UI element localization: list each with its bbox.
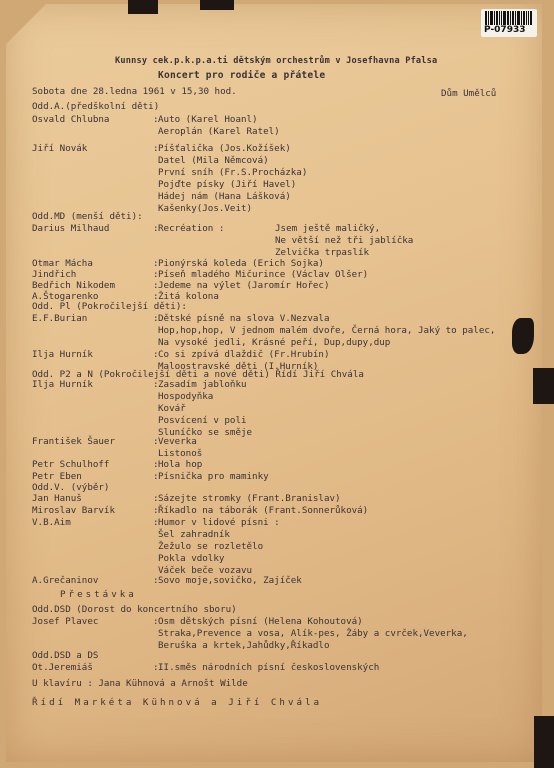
programme-piece: II.směs národních písní československých <box>158 662 380 673</box>
composer-name: V.B.Aim <box>32 517 71 528</box>
programme-piece: Hop,hop,hop, V jednom malém dvoře, Černá hora, Jaký to palec, <box>158 325 496 336</box>
programme-piece: Straka,Prevence a vosa, Alík-pes, Žáby a cvrček,Veverka, <box>158 628 468 639</box>
programme-piece: Humor v lidové písni : <box>158 517 280 528</box>
section-heading: Odd.DSD a DS <box>32 650 99 661</box>
programme-piece: První sníh (Fr.S.Procházka) <box>158 167 308 178</box>
programme-piece: Osm dětských písní (Helena Kohoutová) <box>158 616 363 627</box>
composer-name: Petr Eben <box>32 471 82 482</box>
conductor-line: Řídí Markéta Kühnová a Jiří Chvála <box>32 697 323 708</box>
composer-name: E.F.Burian <box>32 313 88 324</box>
programme-piece: Písnička pro maminky <box>158 471 269 482</box>
separator-colon: : <box>153 223 159 234</box>
programme-piece: Šel zahradník <box>158 529 230 540</box>
composer-name: A.Štogarenko <box>32 291 99 302</box>
section-heading: Odd.MD (menší děti): <box>32 211 143 222</box>
composer-name: Jindřich <box>32 269 77 280</box>
programme-piece: Žežulo se rozletělo <box>158 541 264 552</box>
programme-piece: Dětské písně na slova V.Nezvala <box>158 313 330 324</box>
separator-colon: : <box>153 517 159 528</box>
separator-colon: : <box>153 280 159 291</box>
programme-piece: Aeroplán (Karel Ratel) <box>158 126 280 137</box>
accompanist-line: U klavíru : Jana Kühnová a Arnošt Wilde <box>32 678 248 689</box>
programme-piece: Hola hop <box>158 459 203 470</box>
separator-colon: : <box>153 505 159 516</box>
programme-piece: Sluníčko se směje <box>158 427 253 438</box>
separator-colon: : <box>153 313 159 324</box>
composer-name: Miroslav Barvík <box>32 505 115 516</box>
composer-name: Jiří Novák <box>32 143 88 154</box>
programme-piece: Veverka <box>158 436 197 447</box>
programme-piece: Recréation : <box>158 223 225 234</box>
paper-tear <box>534 716 554 768</box>
separator-colon: : <box>153 114 159 125</box>
separator-colon: : <box>153 143 159 154</box>
concert-title: Koncert pro rodiče a přátele <box>158 70 326 81</box>
programme-piece: Na vysoké jedli, Krásné peří, Dup,dupy,dup <box>158 337 391 348</box>
composer-name: A.Grečaninov <box>32 575 99 586</box>
programme-piece: Říkadlo na táborák (Frant.Sonnerůková) <box>158 505 369 516</box>
programme-piece: Pojďte písky (Jiří Havel) <box>158 179 297 190</box>
programme-piece: Hospodyňka <box>158 391 214 402</box>
programme-piece: Jedeme na výlet (Jaromír Hořec) <box>158 280 330 291</box>
paper-tear <box>128 0 158 14</box>
programme-piece: Ne větší než tři jablíčka <box>275 235 414 246</box>
composer-name: Ilja Hurník <box>32 379 93 390</box>
concert-venue: Dům Umělců <box>441 88 497 99</box>
composer-name: Otmar Mácha <box>32 258 93 269</box>
separator-colon: : <box>153 379 159 390</box>
composer-name: Osvald Chlubna <box>32 114 110 125</box>
section-heading: Odd.A.(předškolní děti) <box>32 101 160 112</box>
composer-name: Jan Hanuš <box>32 493 82 504</box>
programme-piece: Hádej nám (Hana Lášková) <box>158 191 291 202</box>
section-heading: Odd.DSD (Dorost do koncertního sboru) <box>32 604 237 615</box>
programme-piece: Píšťalička (Jos.Kožíšek) <box>158 143 291 154</box>
separator-colon: : <box>153 436 159 447</box>
separator-colon: : <box>153 459 159 470</box>
section-heading: Odd.V. (výběr) <box>32 482 110 493</box>
programme-piece: Beruška a krtek,Jahůdky,Říkadlo <box>158 640 330 651</box>
programme-piece: Sázejte stromky (Frant.Branislav) <box>158 493 341 504</box>
barcode-id: P-07933 <box>484 25 526 35</box>
archive-barcode-label <box>481 9 537 37</box>
composer-name: Ot.Jeremiáš <box>32 662 93 673</box>
separator-colon: : <box>153 349 159 360</box>
programme-piece: Kašenky(Jos.Veit) <box>158 203 253 214</box>
section-heading: Odd. Pl (Pokročilejší děti): <box>32 301 187 312</box>
barcode-icon <box>485 11 533 25</box>
programme-piece: Auto (Karel Hoanl) <box>158 114 258 125</box>
separator-colon: : <box>153 471 159 482</box>
separator-colon: : <box>153 616 159 627</box>
programme-piece: Pokla vdolky <box>158 553 225 564</box>
composer-name: Josef Plavec <box>32 616 99 627</box>
section-heading: Odd. P2 a N (Pokročilejší děti a nové děti) Řídí Jiří Chvála <box>32 369 364 380</box>
programme-piece: Sovo moje,sovičko, Zajíček <box>158 575 302 586</box>
concert-date: Sobota dne 28.ledna 1961 v 15,30 hod. <box>32 86 237 97</box>
paper-tear <box>200 0 234 10</box>
separator-colon: : <box>153 662 159 673</box>
programme-piece: Zasadím jabloňku <box>158 379 247 390</box>
programme-piece: Žitá kolona <box>158 291 219 302</box>
separator-colon: : <box>153 291 159 302</box>
separator-colon: : <box>153 493 159 504</box>
programme-piece: Pionýrská koleda (Erich Sojka) <box>158 258 324 269</box>
folded-corner <box>6 4 46 44</box>
programme-piece: Maloostravské děti (I.Hurník) <box>158 361 319 372</box>
separator-colon: : <box>153 575 159 586</box>
programme-piece: Váček beče vozavu <box>158 565 253 576</box>
organization-header: Kunnsy cek.p.k.p.a.ti dětským orchestrům v Josefhavna Pfalsa <box>115 56 438 66</box>
composer-name: Darius Milhaud <box>32 223 110 234</box>
separator-colon: : <box>153 258 159 269</box>
programme-piece: Listonoš <box>158 448 203 459</box>
paper-tear <box>512 318 534 354</box>
composer-name: Ilja Hurník <box>32 349 93 360</box>
programme-piece: Zelvička trpaslík <box>275 247 370 258</box>
programme-piece: Kovář <box>158 403 186 414</box>
intermission-label: Přestávka <box>60 589 137 600</box>
programme-piece: Jsem ještě maličký, <box>275 223 381 234</box>
programme-piece: Posvícení v poli <box>158 415 247 426</box>
programme-piece: Co si zpívá dlaždič (Fr.Hrubín) <box>158 349 330 360</box>
programme-piece: Datel (Mila Němcová) <box>158 155 269 166</box>
paper-tear <box>533 368 554 404</box>
composer-name: Bedřich Nikodem <box>32 280 115 291</box>
composer-name: František Šauer <box>32 436 115 447</box>
composer-name: Petr Schulhoff <box>32 459 110 470</box>
separator-colon: : <box>153 269 159 280</box>
programme-piece: Píseň mladého Mičurince (Václav Olšer) <box>158 269 369 280</box>
